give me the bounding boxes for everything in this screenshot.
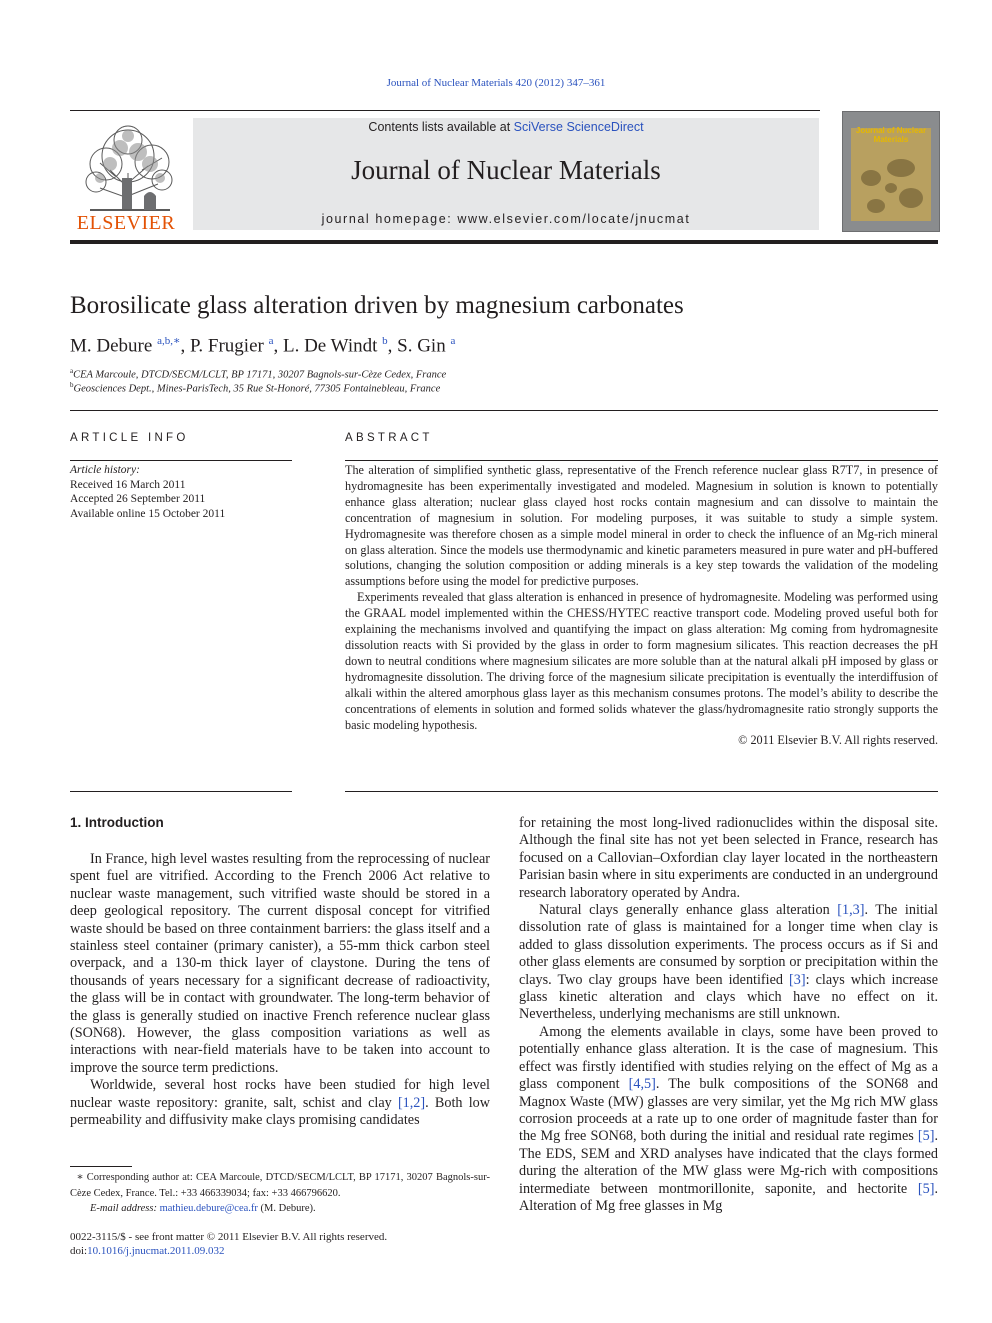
- affiliation: $^b$Geosciences Dept., Mines-ParisTech, 35 Rue St-Honoré, 77305 Fontainebleau, France: [70, 381, 441, 395]
- divider: [70, 460, 292, 461]
- article-info-heading: ARTICLE INFO: [70, 432, 189, 444]
- accepted-date: Accepted 26 September 2011: [70, 493, 206, 506]
- history-label: Article history:: [70, 464, 140, 476]
- divider: [345, 460, 938, 461]
- contents-line: [193, 120, 819, 134]
- affiliation: $^a$CEA Marcoule, DTCD/SECM/LCLT, BP 17171, 30207 Bagnols-sur-Cèze Cedex, France: [70, 367, 447, 381]
- elsevier-wordmark: ELSEVIER: [76, 212, 176, 234]
- corresponding-author-note: ∗ Corresponding author at: CEA Marcoule, DTCD/SECM/LCLT, BP 17171, 30207 Bagnols-sur-Cèze Cedex, France. Tel.: +33 466339034; fax: +33 466796620.: [70, 1172, 491, 1199]
- author-name[interactable]: P. Frugier: [189, 335, 264, 357]
- body-paragraph: Among the elements available in clays, some have been proved to potentially enhance glass alteration. It is the case of magnesium. This effect was firstly identified with studies relying on the effect of Mg as a glass component [4,5]. The bulk compositions of the SON68 and Magnox Waste (MW) glasses are very similar, yet the Mg rich MW glass corrosion proceeds at a rate up to one order of magnitude faster than for the Mg free SON68, both during the initial and residual rate regimes [5]. The EDS, SEM and XRD analyses have indicated that the clays formed during the alteration of the MW glass were Mg-rich with compositions intermediate between montmorillonite, saponite, and hectorite [5]. Alteration of Mg free glasses in Mg: [519, 1023, 938, 1214]
- journal-title: Journal of Nuclear Materials: [351, 155, 661, 185]
- author-affiliation-mark[interactable]: b: [382, 335, 388, 347]
- citation-link[interactable]: [5]: [917, 1180, 935, 1197]
- body-paragraph: Natural clays generally enhance glass alteration [1,3]. The initial dissolution rate of glass is maintained for a longer time when clay is added to glass dissolution experiments. The process occurs as if Si and other glass elements are consumed by sorption or precipitation within the clays. Two clay groups have been identified [3]: clays which increase glass kinetic alteration and clays which have no effect on it. Nevertheless, underlying mechanisms are still unknown.: [519, 902, 939, 1023]
- contents-prefix: Contents lists available at: [368, 120, 514, 134]
- citation-link[interactable]: [3]: [789, 971, 806, 988]
- abstract-heading: ABSTRACT: [345, 432, 433, 444]
- abstract-paragraph: The alteration of simplified synthetic glass, representative of the French reference nuclear glass R7T7, in presence of hydromagnesite has been experimentally investigated and modeled. Magnesium in solution is known to potentially enhance glass alteration; nuclear glass clayed host rocks contain magnesium and can dissolve to maintain the concentration of magnesium in solution. For modeling purposes, it was suitable to study a simple system. Hydromagnesite was therefore chosen as a simple model mineral in order to check the influence of an Mg-rich mineral on glass alteration. Since the models use thermodynamic and kinetic parameters measured in pure water and pH-buffered solutions, changing the solution composition or adding minerals is a key step towards the validation of the modeling assumptions before using the model for predictive purposes.: [345, 463, 938, 589]
- divider: [70, 410, 938, 411]
- issn-doi-block: [70, 1230, 387, 1258]
- journal-cover-thumbnail[interactable]: [842, 111, 940, 232]
- author-affiliation-mark[interactable]: a: [450, 335, 456, 347]
- footnote: [70, 1170, 490, 1217]
- copyright: © 2011 Elsevier B.V. All rights reserved.: [738, 733, 938, 748]
- journal-homepage[interactable]: journal homepage: www.elsevier.com/locate/jnucmat: [321, 212, 691, 226]
- divider: [70, 791, 292, 792]
- author-affiliation-mark[interactable]: a: [268, 335, 274, 347]
- journal-reference[interactable]: Journal of Nuclear Materials 420 (2012) 347–361: [386, 77, 606, 89]
- header-divider: [70, 240, 938, 244]
- email-link[interactable]: mathieu.debure@cea.fr: [159, 1203, 258, 1214]
- author-name[interactable]: L. De Windt: [282, 335, 378, 357]
- article-title: Borosilicate glass alteration driven by magnesium carbonates: [70, 292, 684, 319]
- author-affiliation-mark[interactable]: a,b,∗: [157, 335, 181, 347]
- abstract-body: [345, 463, 938, 749]
- sciencedirect-link[interactable]: SciVerse ScienceDirect: [513, 120, 644, 134]
- divider: [70, 110, 820, 111]
- email-line: E-mail address: mathieu.debure@cea.fr (M. Debure).: [90, 1203, 316, 1214]
- author-name[interactable]: S. Gin: [397, 335, 446, 357]
- doi-link[interactable]: 10.1016/j.jnucmat.2011.09.032: [87, 1245, 225, 1257]
- online-date: Available online 15 October 2011: [70, 507, 226, 520]
- body-column-left: [70, 851, 490, 1130]
- issn-line: 0022-3115/$ - see front matter © 2011 Elsevier B.V. All rights reserved.: [70, 1231, 388, 1243]
- citation-link[interactable]: [1,2]: [397, 1094, 426, 1111]
- body-column-right: [519, 815, 938, 1215]
- abstract-paragraph: Experiments revealed that glass alteration is enhanced in presence of hydromagnesite. Modeling was performed using the GRAAL model implemented within the CHESS/HYTEC reactive transport code. Modeling proved useful both for explaining the mechanisms involved and quantifying the impact on glass alteration: Mg coming from hydromagnesite dissolution reacts with Si provided by the glass in order to form magnesium silicates. This reaction decreases the pH down to neutral conditions where magnesium silicates are more soluble than at the natural alkali pH imposed by glass or hydromagnesite dissolution. The driving force of the magnesium silicate precipitation is eventually the interdiffusion of alkali within the altered amorphous glass layer as this mechanism consumes protons. The model’s ability to describe the concentrations of elements in solution and formed solids whatever the glass/hydromagnesite ratio strongly supports the basic modeling hypothesis.: [345, 590, 938, 732]
- author-name[interactable]: M. Debure: [70, 335, 153, 357]
- body-paragraph: for retaining the most long-lived radionuclides within the disposal site. Although the final site has not yet been selected in France, research has focused on a Callovian–Oxfordian clay layer located in the northeastern Parisian basin where in situ experiments are conducted in an underground research laboratory operated by Andra.: [519, 815, 938, 901]
- body-paragraph: Worldwide, several host rocks have been studied for high level nuclear waste repository: granite, salt, schist and clay [1,2]. Both low permeability and diffusivity make clays promising candidates: [70, 1077, 490, 1129]
- doi-line: doi:10.1016/j.jnucmat.2011.09.032: [70, 1245, 225, 1257]
- divider: [345, 791, 938, 792]
- cover-title: Journal of Nuclear Materials: [855, 126, 927, 144]
- body-paragraph: In France, high level wastes resulting from the reprocessing of nuclear spent fuel are vitrified. According to the French 2006 Act relative to nuclear waste management, such vitrified waste should be stored in a deep geological repository. The current disposal concept for vitrified waste should be based on three containment barriers: the glass itself and a stainless steel container (primary canister), a 55-mm thick carbon steel overpack, and a 130-m thick layer of claystone. During the tens of thousands of years necessary for a significant decrease of radioactivity, the glass will be in contact with groundwater. The long-term behavior of the glass is generally studied on inactive French reference nuclear glass (SON68). However, the glass composition variations as well as interactions with near-field materials have to be taken into account to improve the source term predictions.: [70, 851, 490, 1076]
- received-date: Received 16 March 2011: [70, 478, 186, 491]
- citation-link[interactable]: [5]: [917, 1128, 935, 1145]
- section-heading: 1. Introduction: [70, 815, 164, 830]
- citation-link[interactable]: [1,3]: [837, 902, 865, 919]
- author-list: M. Debure $^{a,b,∗}$, P. Frugier $^a$, L. De Windt $^b$, S. Gin $^a$: [70, 335, 456, 357]
- footnote-divider: [70, 1166, 132, 1167]
- citation-link[interactable]: [4,5]: [628, 1076, 656, 1093]
- article-history: [70, 463, 292, 521]
